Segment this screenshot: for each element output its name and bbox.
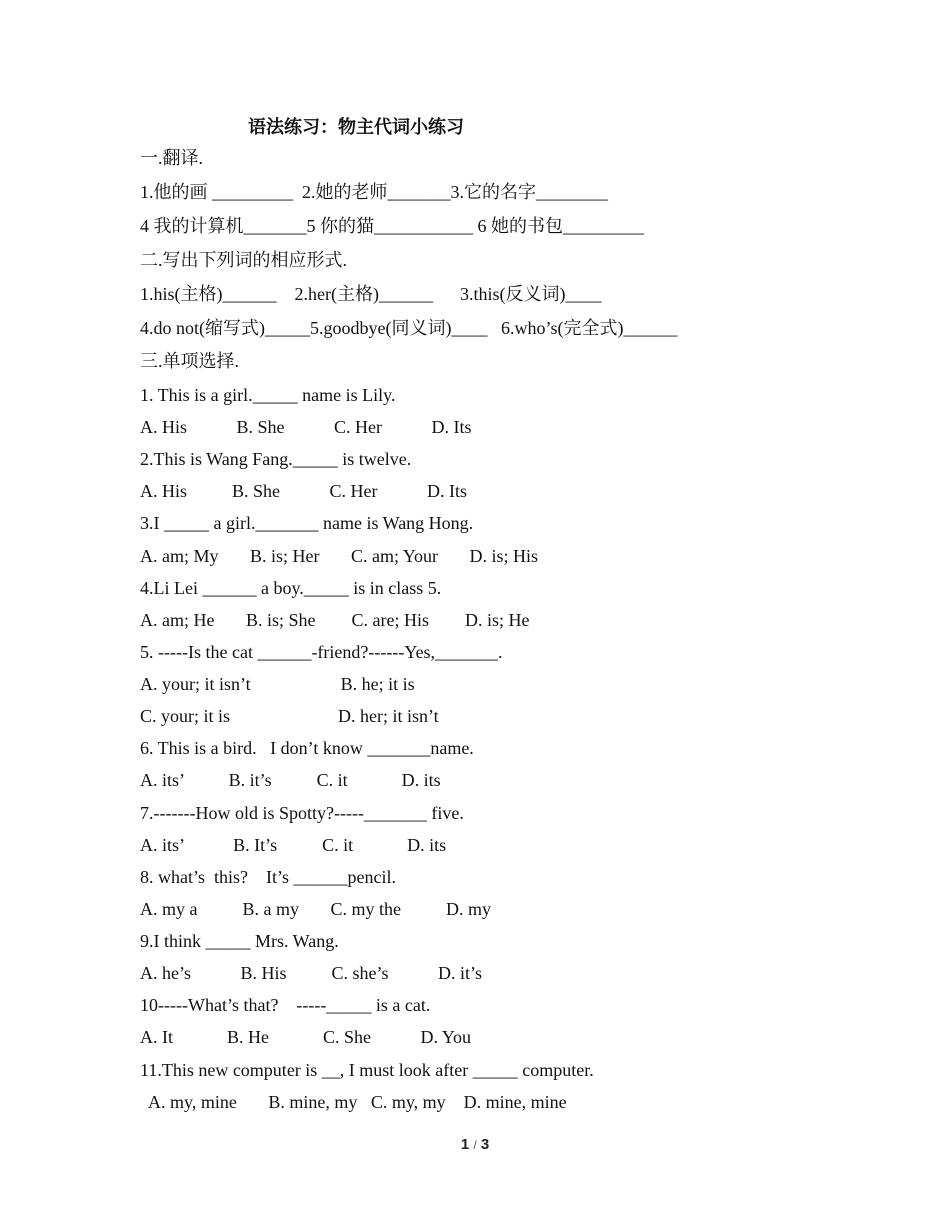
options-6: A. its’ B. it’s C. it D. its — [140, 770, 441, 790]
forms-line-2: 4.do not(缩写式)_____5.goodbye(同义词)____ 6.who’s(完全式)______ — [140, 318, 678, 338]
options-7: A. its’ B. It’s C. it D. its — [140, 835, 447, 855]
options-2: A. His B. She C. Her D. Its — [140, 481, 467, 501]
options-10: A. It B. He C. She D. You — [140, 1027, 472, 1047]
question-9: 9.I think _____ Mrs. Wang. — [140, 931, 339, 951]
current-page: 1 — [460, 1136, 470, 1153]
question-4: 4.Li Lei ______ a boy._____ is in class 5. — [140, 578, 442, 598]
question-10: 10-----What’s that? -----_____ is a cat. — [140, 995, 431, 1015]
translate-line-2: 4 我的计算机_______5 你的猫___________ 6 她的书包_________ — [140, 216, 644, 236]
question-11: 11.This new computer is __, I must look after _____ computer. — [140, 1060, 594, 1080]
question-7: 7.-------How old is Spotty?-----_______ five. — [140, 803, 464, 823]
total-pages: 3 — [480, 1136, 490, 1153]
page-separator: / — [473, 1138, 477, 1152]
options-5-row-1: A. your; it isn’t B. he; it is — [140, 674, 415, 694]
page-title: 语法练习：物主代词小练习 — [248, 117, 464, 137]
options-8: A. my a B. a my C. my the D. my — [140, 899, 491, 919]
section-heading-forms: 二.写出下列词的相应形式. — [140, 250, 347, 270]
translate-line-1: 1.他的画 _________ 2.她的老师_______3.它的名字________ — [140, 182, 608, 202]
question-5: 5. -----Is the cat ______-friend?------Yes,_______. — [140, 642, 503, 662]
options-3: A. am; My B. is; Her C. am; Your D. is; His — [140, 546, 539, 566]
options-5-row-2: C. your; it is D. her; it isn’t — [140, 706, 439, 726]
question-1: 1. This is a girl._____ name is Lily. — [140, 385, 396, 405]
question-2: 2.This is Wang Fang._____ is twelve. — [140, 449, 412, 469]
forms-line-1: 1.his(主格)______ 2.her(主格)______ 3.this(反义词)____ — [140, 284, 602, 304]
options-1: A. His B. She C. Her D. Its — [140, 417, 472, 437]
section-heading-translate: 一.翻译. — [140, 148, 203, 168]
options-4: A. am; He B. is; She C. are; His D. is; He — [140, 610, 530, 630]
options-11: A. my, mine B. mine, my C. my, my D. mine, mine — [140, 1092, 567, 1112]
question-8: 8. what’s this? It’s ______pencil. — [140, 867, 396, 887]
section-heading-choice: 三.单项选择. — [140, 351, 239, 371]
question-3: 3.I _____ a girl._______ name is Wang Hong. — [140, 513, 474, 533]
page-number — [0, 1136, 950, 1153]
question-6: 6. This is a bird. I don’t know _______name. — [140, 738, 474, 758]
options-9: A. he’s B. His C. she’s D. it’s — [140, 963, 483, 983]
